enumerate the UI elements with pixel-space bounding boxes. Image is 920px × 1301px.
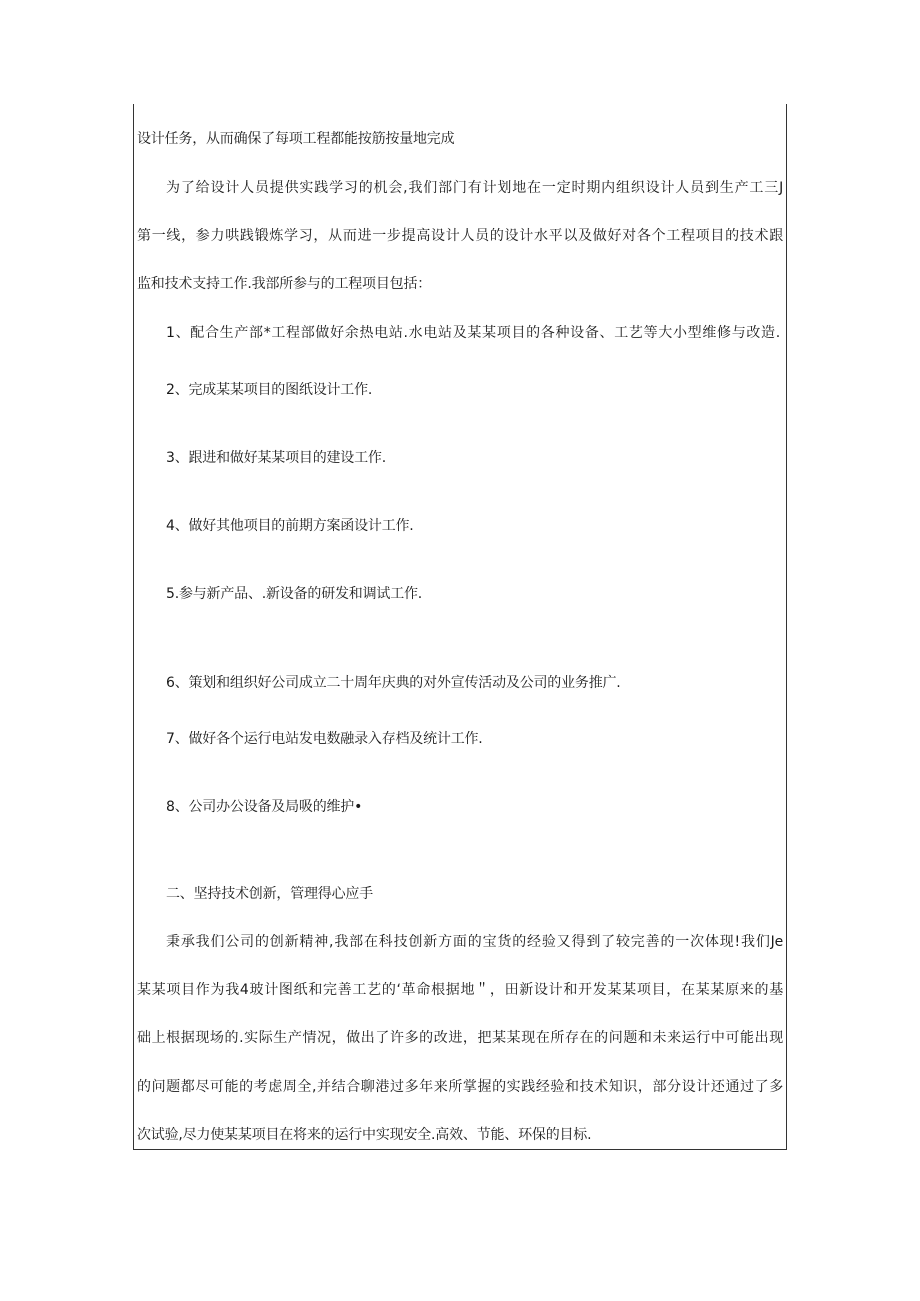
paragraph-line-1: 秉承我们公司的创新精神,我部在科技创新方面的宝货的经验又得到了较完善的一次体现!我们Je <box>166 934 783 950</box>
list-item-2: 2、完成某某项目的图纸设计工作. <box>166 382 373 398</box>
paragraph-intro-line-3: 监和技术支持工作.我部所参与的工程项目包括： <box>137 276 432 292</box>
paragraph-line-4: 的问题都尽可能的考虑周全,并结合聊港过多年来所掌握的实践经验和技术知识，部分设计还通过了多 <box>137 1079 783 1095</box>
list-item-8: 8、公司办公设备及局吸的维护• <box>166 799 363 815</box>
paragraph-intro-line-1: 为了给设计人员提供实践学习的机会,我们部门有计划地在一定时期内组织设计人员到生产工三J <box>166 180 783 196</box>
list-item-5: 5.参与新产品、.新设备的研发和调试工作. <box>166 586 423 602</box>
list-item-3: 3、跟进和做好某某项目的建设工作. <box>166 450 386 466</box>
list-item-1: 1、配合生产部*工程部做好余热电站.水电站及某某项目的各种设备、工艺等大小型维修与改造. <box>166 325 780 341</box>
paragraph-line-3: 础上根据现场的.实际生产情况，做出了许多的改进，把某某现在所存在的问题和未来运行中可能出现 <box>137 1030 783 1046</box>
paragraph-line-2: 某某项目作为我4玻计图纸和完善工艺的‘革命根据地＂，田新设计和开发某某项目，在某某原来的基 <box>137 982 783 998</box>
list-item-4: 4、做好其他项目的前期方案函设计工作. <box>166 518 414 534</box>
paragraph-line-5: 次试验,尽力使某某项目在将来的运行中实现安全.高效、节能、环保的目标. <box>137 1127 592 1143</box>
text-line-1: 设计任务，从而确保了每项工程都能按筋按量地完成 <box>137 131 455 147</box>
list-item-7: 7、做好各个运行电站发电数融录入存档及统计工作. <box>166 731 483 747</box>
section-heading: 二、坚持技术创新，管理得心应手 <box>166 886 373 902</box>
list-item-6: 6、策划和组织好公司成立二十周年庆典的对外宣传活动及公司的业务推广. <box>166 675 621 691</box>
paragraph-intro-line-2: 第一线，参力哄践锻炼学习，从而进一步提高设计人员的设计水平以及做好对各个工程项目的技术跟 <box>137 228 783 244</box>
